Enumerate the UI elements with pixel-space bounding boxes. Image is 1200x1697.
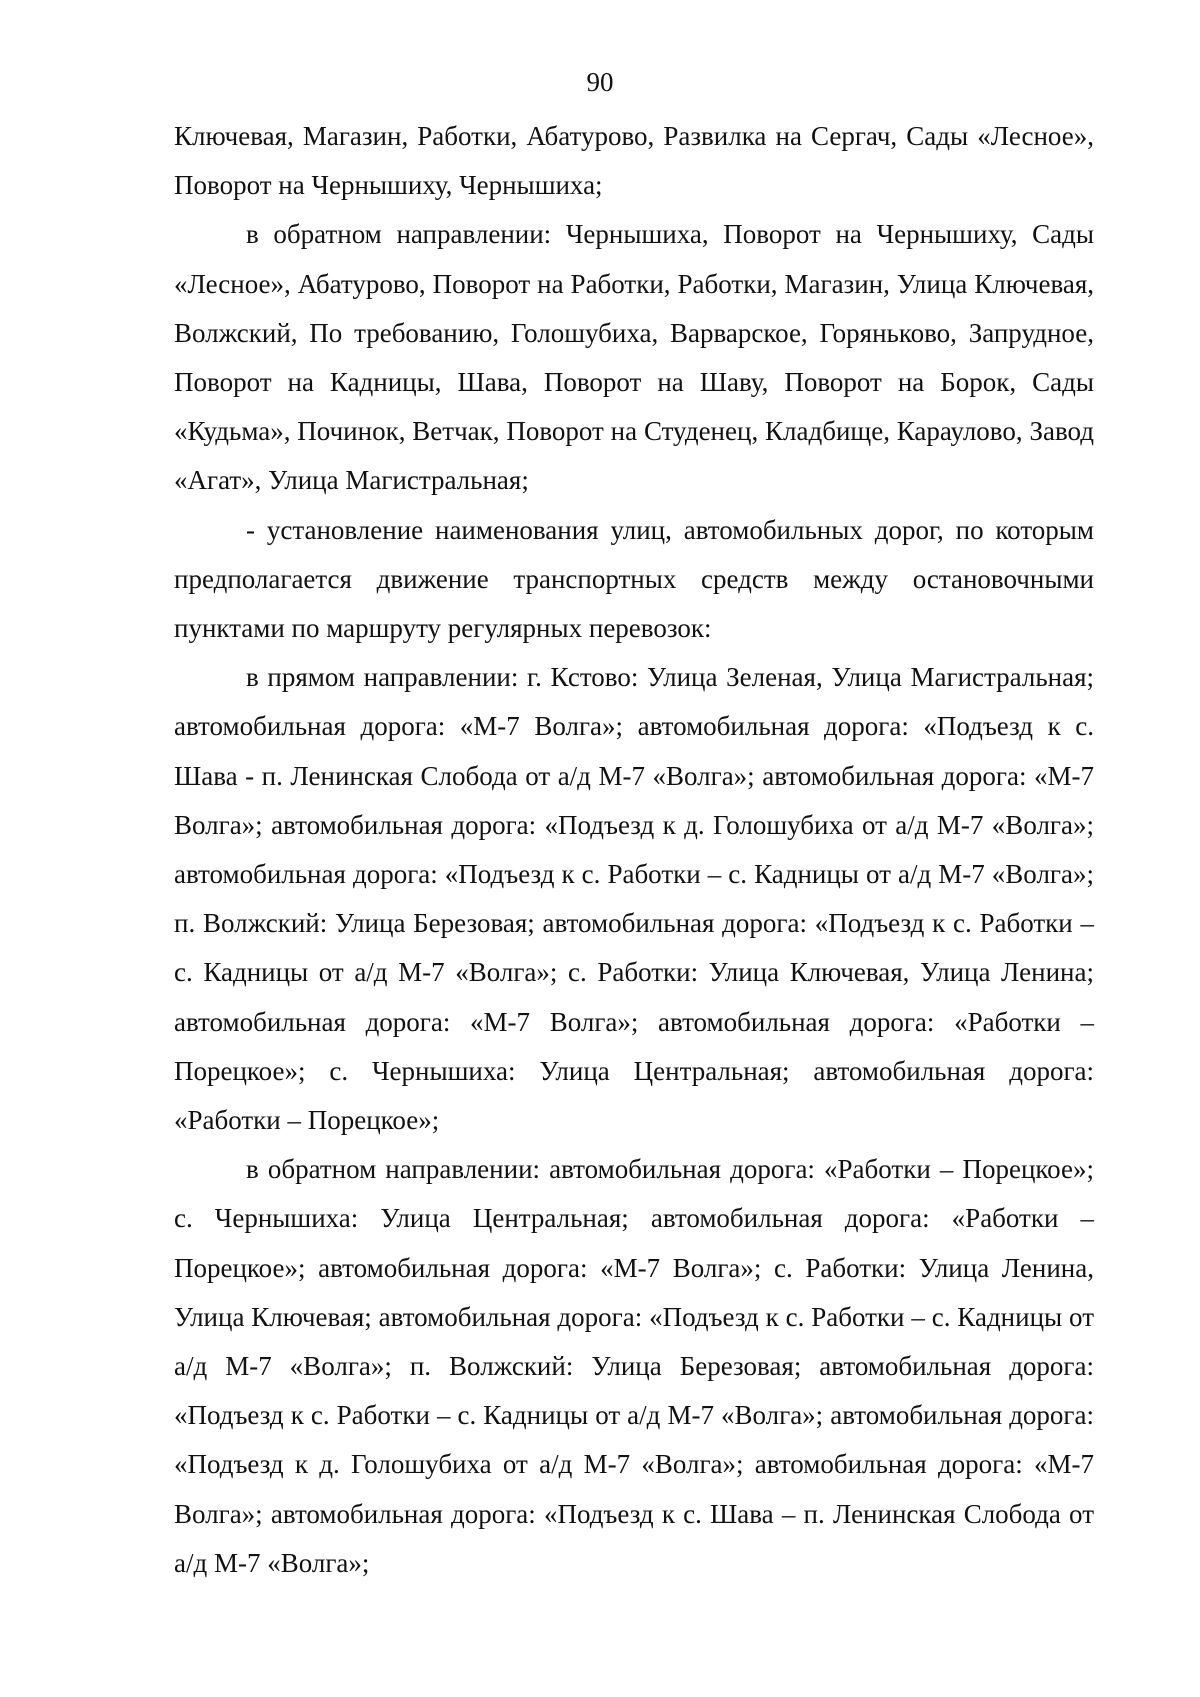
- page-number: 90: [586, 67, 614, 97]
- paragraph-forward-direction-roads: в прямом направлении: г. Кстово: Улица Зеленая, Улица Магистральная; автомобильная дорога: «М-7 Волга»; автомобильная дорога: «Подъезд к с. Шава - п. Ленинская Слобода от а/д М-7 «Волга»; автомобильная дорога: «М-7 Волга»; автомобильная дорога: «Подъезд к д. Голошубиха от а/д М-7 «Волга»; автомобильная дорога: «Подъезд к с. Работки – с. Кадницы от а/д М-7 «Волга»; п. Волжский: Улица Березовая; автомобильная дорога: «Подъезд к с. Работки – с. Кадницы от а/д М-7 «Волга»; с. Работки: Улица Ключевая, Улица Ленина; автомобильная дорога: «М-7 Волга»; автомобильная дорога: «Работки – Порецкое»; с. Чернышиха: Улица Центральная; автомобильная дорога: «Работки – Порецкое»;: [174, 662, 1094, 1136]
- document-body: [174, 112, 1094, 1588]
- paragraph-street-names-heading: - установление наименования улиц, автомобильных дорог, по которым предполагается движение транспортных средств между остановочными пунктами по маршруту регулярных перевозок:: [174, 514, 1094, 644]
- paragraph-reverse-direction-stops: в обратном направлении: Чернышиха, Поворот на Чернышиху, Сады «Лесное», Абатурово, Поворот на Работки, Работки, Магазин, Улица Ключевая, Волжский, По требованию, Голошубиха, Варварское, Горяньково, Запрудное, Поворот на Кадницы, Шава, Поворот на Шаву, Поворот на Борок, Сады «Кудьма», Починок, Ветчак, Поворот на Студенец, Кладбище, Караулово, Завод «Агат», Улица Магистральная;: [174, 219, 1094, 496]
- paragraph-reverse-direction-roads: в обратном направлении: автомобильная дорога: «Работки – Порецкое»; с. Чернышиха: Улица Центральная; автомобильная дорога: «Работки – Порецкое»; автомобильная дорога: «М-7 Волга»; с. Работки: Улица Ленина, Улица Ключевая; автомобильная дорога: «Подъезд к с. Работки – с. Кадницы от а/д М-7 «Волга»; п. Волжский: Улица Березовая; автомобильная дорога: «Подъезд к с. Работки – с. Кадницы от а/д М-7 «Волга»; автомобильная дорога: «Подъезд к д. Голошубиха от а/д М-7 «Волга»; автомобильная дорога: «М-7 Волга»; автомобильная дорога: «Подъезд к с. Шава – п. Ленинская Слобода от а/д М-7 «Волга»;: [174, 1154, 1094, 1578]
- paragraph-continued-route-list: Ключевая, Магазин, Работки, Абатурово, Развилка на Сергач, Сады «Лесное», Поворот на Чернышиху, Чернышиха;: [174, 121, 1094, 201]
